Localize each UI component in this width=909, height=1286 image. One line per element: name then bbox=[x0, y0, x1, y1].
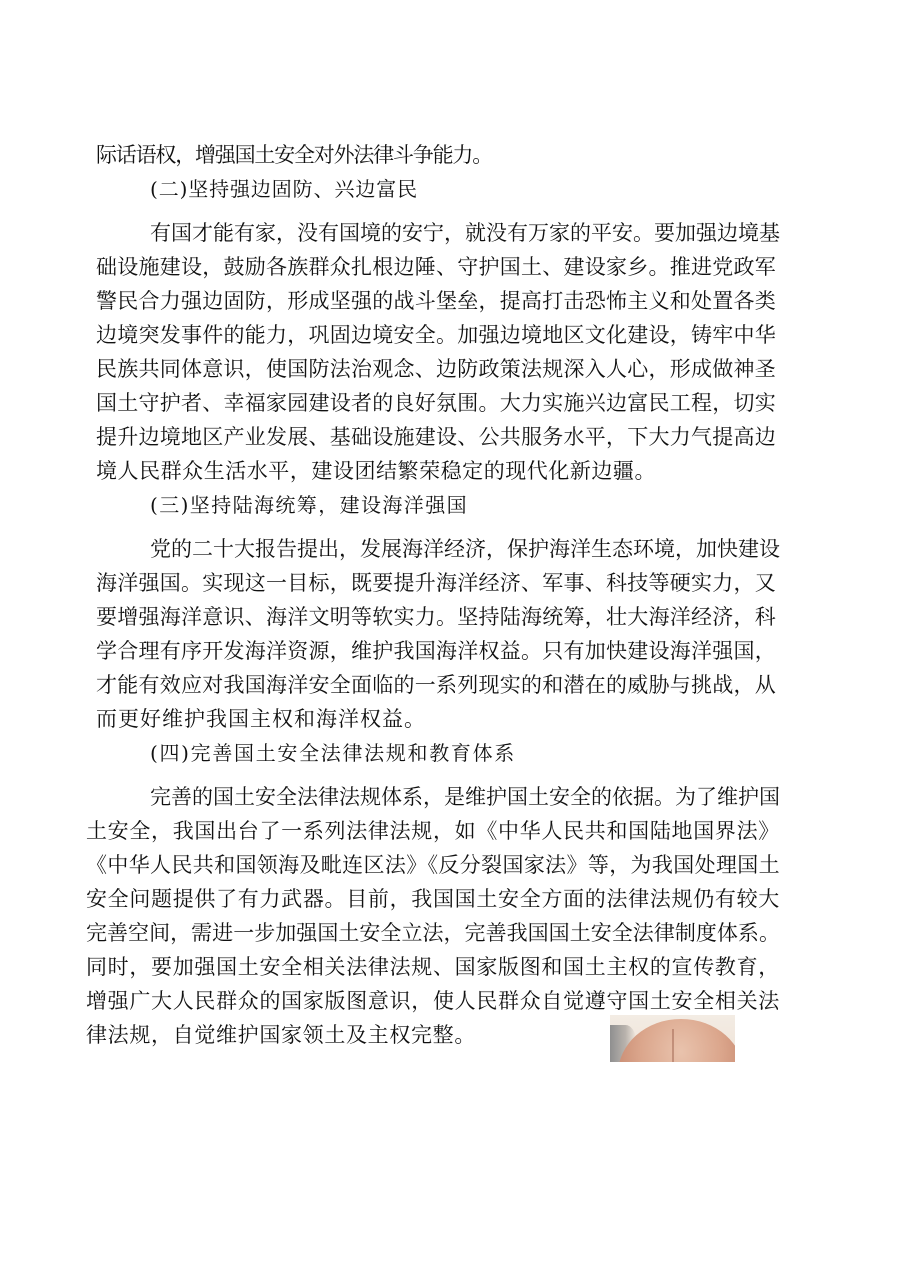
text-line: 同时，要加强国土安全相关法律法规、国家版图和国土主权的宣传教育， bbox=[86, 955, 780, 979]
text-line: 才能有效应对我国海洋安全面临的一系列现实的和潜在的威胁与挑战，从 bbox=[96, 673, 776, 697]
text-line: 律法规，自觉维护国家领土及主权完整。 bbox=[86, 1023, 476, 1047]
section-heading-2: (二)坚持强边固防、兴边富民 bbox=[150, 177, 418, 201]
text-line: 础设施建设，鼓励各族群众扎根边陲、守护国土、建设家乡。推进党政军 bbox=[96, 255, 776, 279]
text-line: 《中华人民共和国领海及毗连区法》《反分裂国家法》等，为我国处理国土 bbox=[86, 853, 780, 877]
text-line: 国土守护者、幸福家园建设者的良好氛围。大力实施兴边富民工程，切实 bbox=[96, 391, 776, 415]
section-heading-4: (四)完善国土安全法律法规和教育体系 bbox=[150, 741, 516, 765]
text-line: 提升边境地区产业发展、基础设施建设、公共服务水平，下大力气提高边 bbox=[96, 425, 776, 449]
text-line: 完善空间，需进一步加强国土安全立法，完善我国国土安全法律制度体系。 bbox=[86, 921, 780, 945]
text-line: 增强广大人民群众的国家版图意识，使人民群众自觉遵守国土安全相关法 bbox=[86, 989, 780, 1013]
text-line: 党的二十大报告提出，发展海洋经济，保护海洋生态环境，加快建设 bbox=[150, 537, 780, 561]
portrait-photo bbox=[610, 1015, 735, 1062]
text-line: 而更好维护我国主权和海洋权益。 bbox=[96, 707, 426, 731]
text-line: 境人民群众生活水平，建设团结繁荣稳定的现代化新边疆。 bbox=[96, 459, 656, 483]
text-line: 学合理有序开发海洋资源，维护我国海洋权益。只有加快建设海洋强国， bbox=[96, 639, 776, 663]
text-line: 民族共同体意识，使国防法治观念、边防政策法规深入人心，形成做神圣 bbox=[96, 357, 776, 381]
text-line: 有国才能有家，没有国境的安宁，就没有万家的平安。要加强边境基 bbox=[150, 221, 780, 245]
text-line: 要增强海洋意识、海洋文明等软实力。坚持陆海统筹，壮大海洋经济，科 bbox=[96, 605, 776, 629]
text-line: 警民合力强边固防，形成坚强的战斗堡垒，提高打击恐怖主义和处置各类 bbox=[96, 289, 776, 313]
text-line: 安全问题提供了有力武器。目前，我国国土安全方面的法律法规仍有较大 bbox=[86, 887, 780, 911]
text-line: 际话语权，增强国土安全对外法律斗争能力。 bbox=[96, 143, 492, 167]
section-heading-3: (三)坚持陆海统筹，建设海洋强国 bbox=[150, 493, 468, 517]
text-line: 边境突发事件的能力，巩固边境安全。加强边境地区文化建设，铸牢中华 bbox=[96, 323, 776, 347]
text-line: 完善的国土安全法律法规体系，是维护国土安全的依据。为了维护国 bbox=[150, 785, 780, 809]
text-line: 海洋强国。实现这一目标，既要提升海洋经济、军事、科技等硬实力，又 bbox=[96, 571, 776, 595]
photo-detail bbox=[672, 1029, 674, 1062]
text-line: 土安全，我国出台了一系列法律法规，如《中华人民共和国陆地国界法》 bbox=[86, 819, 780, 843]
